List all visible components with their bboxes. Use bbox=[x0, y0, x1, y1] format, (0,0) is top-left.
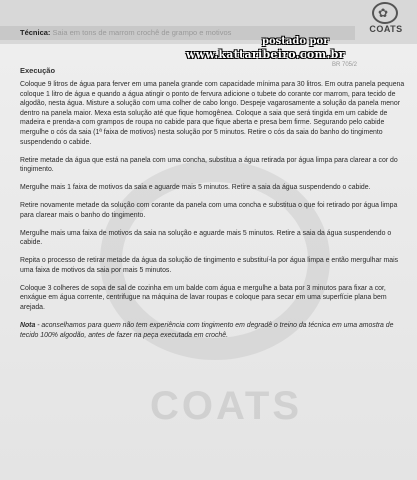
nota-label: Nota bbox=[20, 322, 36, 330]
coats-logo bbox=[367, 2, 405, 36]
nota-paragraph bbox=[20, 321, 408, 340]
site-stamp: www.kattaribeiro.com.br bbox=[186, 48, 345, 61]
paragraph: Coloque 9 litros de água para ferver em uma panela grande com capacidade mínima para 30 litros. Em outra panela pequena coloque 1 litro de água e quando a água atingir o ponto de fervura adicione o tubete do corante cor marrom, para tecido de algodão, nesta água. Misture a solução com uma colher de cabo longo. Despeje vagarosamente a solução da panela menor dentro na panela maior. Mexa esta solução até que fique homogênea. Coloque a saia que será tingida em um cabide de madeira e prenda-a com grampos de roupa no cabide para que fique aberta e presa bem firme. Segurando pelo cabide mergulhe o cós da saia (1ª faixa de motivos) nesta solução por 5 minutos. Retire o cós da saia do banho do tingimento suspendendo o cabide. bbox=[20, 81, 405, 146]
section-title: Execução bbox=[20, 66, 56, 75]
document-body bbox=[20, 80, 408, 349]
paragraph: Retire novamente metade da solução com corante da panela com uma concha e substitua o que foi retirado por água limpa para clarear mais o banho do tingimento. bbox=[20, 202, 398, 219]
paragraph: Coloque 3 colheres de sopa de sal de cozinha em um balde com água e mergulhe a bata por 3 minutos para fixar a cor, enxágue em água corrente, centrifugue na máquina de lavar roupas e coloque para secar em uma superfície plana bem arejada. bbox=[20, 284, 387, 312]
paragraph: Retire metade da água que está na panela com uma concha, substitua a água retirada por água limpa para clarear a cor do tingimento. bbox=[20, 156, 398, 174]
flower-icon: ✿ bbox=[378, 6, 389, 20]
posted-by-stamp: postado por bbox=[262, 36, 329, 47]
paragraph: Repita o processo de retirar metade da água da solução de tingimento e substituí-la por água limpa e então mergulhar mais uma faixa de motivos da saia por mais 5 minutos. bbox=[20, 257, 399, 274]
tecnica-label: Técnica: bbox=[20, 28, 51, 37]
document-code: BR 705/2 bbox=[332, 62, 358, 68]
tecnica-line bbox=[20, 28, 231, 37]
nota-text: - aconselhamos para quem não tem experiência com tingimento em degradê o treino da técnica em uma amostra de tecido 100% algodão, antes de fazer na peça executada em crochê. bbox=[20, 322, 394, 339]
watermark-coats: COATS bbox=[150, 384, 303, 428]
tecnica-value: Saia em tons de marrom crochê de grampo e motivos bbox=[52, 28, 232, 37]
paragraph: Mergulhe mais 1 faixa de motivos da saia e aguarde mais 5 minutos. Retire a saia da água suspendendo o cabide. bbox=[20, 184, 371, 192]
paragraph: Mergulhe mais uma faixa de motivos da saia na solução e aguarde mais 5 minutos. Retire a saia da água suspendendo o cabide. bbox=[20, 229, 392, 247]
logo-text: COATS bbox=[369, 24, 403, 34]
